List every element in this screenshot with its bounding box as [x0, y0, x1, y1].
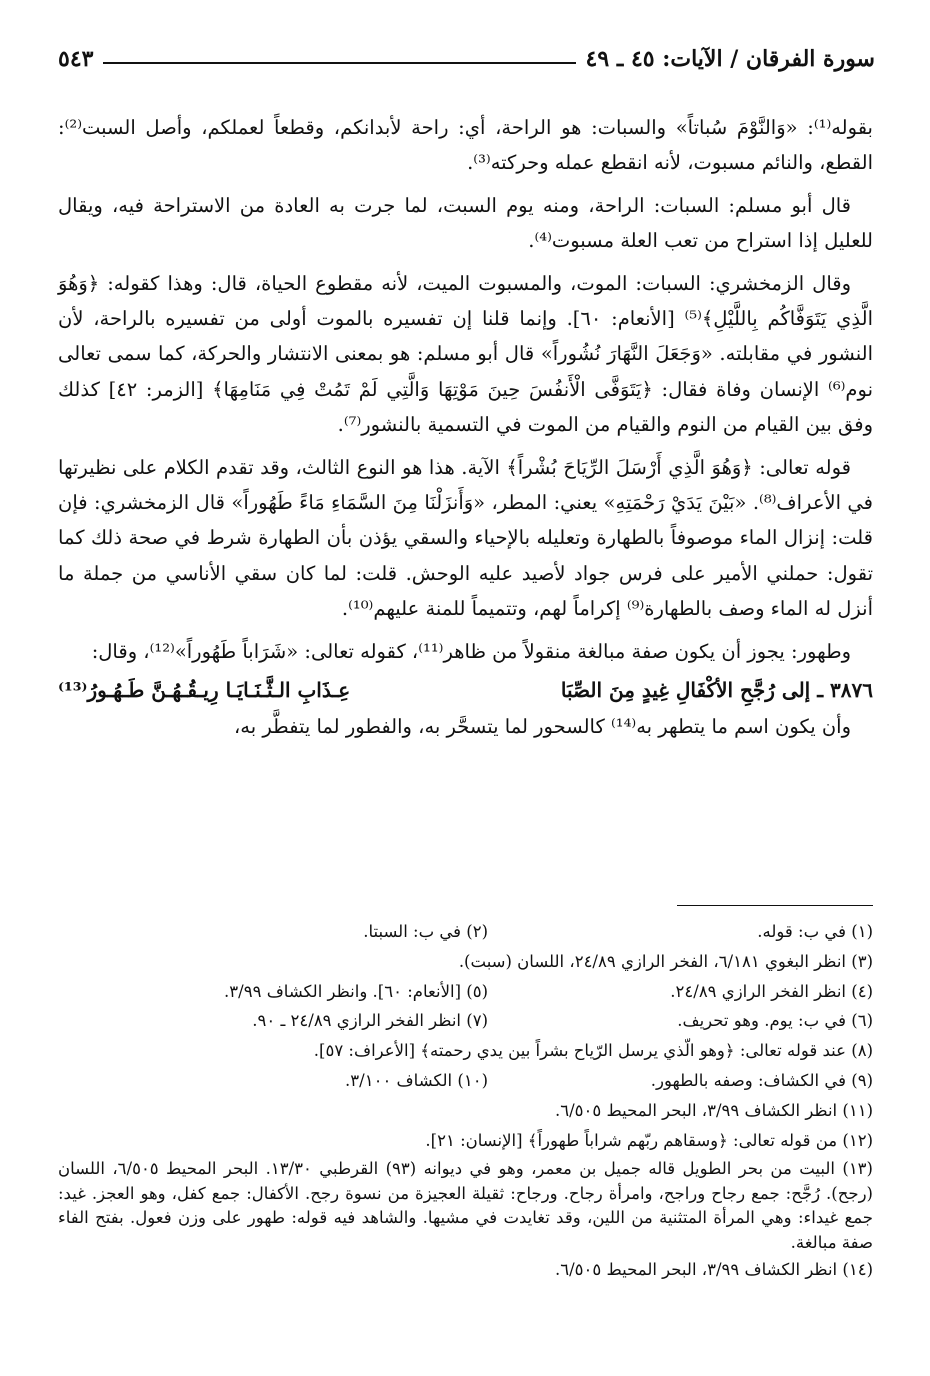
paragraph-text: وطهور: يجوز أن يكون صفة مبالغة منقولاً من ظاهر⁽¹¹⁾، كقوله تعالى: «شَرَاباً طَهُوراً»⁽¹²⁾، وقال:: [91, 639, 851, 663]
footnote-13-text: (١٣) البيت من بحر الطويل قاله جميل بن معمر، وهو في ديوانه (٩٣) القرطبي ١٣/٣٠. البحر المحيط ٦/٥٠٥، اللسان (رجح). رُجَّح: جمع رجاح وراجح، وامرأة رجاح. ورجاح: ثقيلة العجيزة من نسوة رجح. الأكفال: جمع كفل، وهو العجز. غيد: جمع غيداء: وهي المرأة المتثنية من اللين، وقد تغايدت في مشيها. والشاهد فيه قوله: طهور على وزن فعول. بفتح الفاء صفة مبالغة.: [58, 1159, 873, 1252]
verse-first-hemistich: ٣٨٧٦ ـ إلى رُجَّحِ الأكْفَالِ غِيدٍ مِنَ الصِّبَا: [560, 678, 873, 703]
poetry-verse: [58, 671, 873, 709]
paragraph-6: [58, 709, 873, 744]
footnote-2: (٢) في ب: السبتا.: [363, 922, 488, 941]
footnote-3: (٣) انظر البغوي ٦/١٨١، الفخر الرازي ٢٤/٨٩، اللسان (سبت).: [458, 951, 873, 971]
footnote-8: (٨) عند قوله تعالى: ﴿وهو الّذي يرسل الرّياح بشراً بين يدي رحمته﴾ [الأعراف: ٥٧].: [313, 1041, 873, 1061]
footnote-1: (١) في ب: قوله.: [757, 922, 873, 941]
page-number: ٥٤٣: [58, 46, 94, 72]
paragraph-text: وأن يكون اسم ما يتطهر به⁽¹⁴⁾ كالسحور لما يتسحَّر به، والفطور لما يتفطَّر به،: [233, 715, 851, 739]
footnote-7: (٧) انظر الفخر الرازي ٢٤/٨٩ ـ ٩٠.: [252, 1011, 488, 1031]
footnote-5: (٥) [الأنعام: ٦٠]. وانظر الكشاف ٣/٩٩.: [224, 981, 488, 1001]
footnote-row: [58, 917, 873, 947]
paragraph-3: [58, 266, 873, 443]
paragraph-text: وقال الزمخشري: السبات: الموت، والمسبوت الميت، لأنه مقطوع الحياة، قال: وهذا كقوله: ﴿وَهُوَ الَّذِي يَتَوَفَّاكُم بِاللَّيْلِ﴾⁽⁵⁾ [الأنعام: ٦٠]. وإنما قلنا إن تفسيره بالموت أولى من تفسيره بالراحة، لأن النشور في مقابلته. «وَجَعَلَ النَّهَارَ نُشُوراً» قال أبو مسلم: هو بمعنى الانتشار والحركة، كما سمى تعالى نوم⁽⁶⁾ الإنسان وفاة فقال: ﴿يَتَوَفَّى الْأَنفُسَ حِينَ مَوْتِهَا وَالَّتِي لَمْ تَمُتْ فِي مَنَامِهَا﴾ [الزمر: ٤٢] كذلك وفق بين القيام من النوم والقيام من الموت في التسمية بالنشور⁽⁷⁾.: [58, 271, 874, 437]
paragraph-4: [58, 450, 873, 627]
page-header: [58, 36, 875, 72]
footnote-row: [58, 977, 873, 1007]
footnotes: [58, 917, 873, 1285]
footnote-13: [58, 1157, 873, 1255]
footnote-row: [58, 1006, 873, 1036]
footnote-separator: [677, 905, 873, 906]
header-rule: [103, 62, 575, 64]
footnote-row: [58, 1066, 873, 1096]
paragraph-text: قوله تعالى: ﴿وَهُوَ الَّذِي أَرْسَلَ الرِّيَاحَ بُشْراً﴾ الآية. هذا هو النوع الثالث، وقد تقدم الكلام على نظيرتها في الأعراف⁽⁸⁾. «بَيْنَ يَدَيْ رَحْمَتِهِ» يعني: المطر، «وَأَنزَلْنَا مِنَ السَّمَاءِ مَاءً طَهُوراً» قال الزمخشري: فإن قلت: إنزال الماء موصوفاً بالطهارة وتعليله بالإحياء والسقي يؤذن بأن الطهارة شرط في صحة ذلك كما تقول: حملني الأمير على فرس جواد لأصيد عليه الوحش. قلت: لما كان سقي الأناسي من جملة ما أنزل له الماء وصف بالطهارة⁽⁹⁾ إكراماً لهم، وتتميماً للمنة عليهم⁽¹⁰⁾.: [58, 455, 873, 621]
paragraph-1: [58, 110, 873, 181]
footnote-6: (٦) في ب: يوم. وهو تحريف.: [677, 1011, 873, 1031]
paragraph-2: [58, 188, 873, 259]
footnote-4: (٤) انظر الفخر الرازي ٢٤/٨٩.: [670, 981, 873, 1001]
footnote-11: (١١) انظر الكشاف ٣/٩٩، البحر المحيط ٦/٥٠٥.: [554, 1100, 873, 1120]
footnote-9: (٩) في الكشاف: وصفه بالطهور.: [650, 1070, 873, 1090]
running-title: سورة الفرقان / الآيات: ٤٥ ـ ٤٩: [585, 46, 875, 72]
footnote-12: (١٢) من قوله تعالى: ﴿وسقاهم ربّهم شراباً طهوراً﴾ [الإنسان: ٢١].: [425, 1130, 873, 1150]
paragraph-text: بقوله⁽¹⁾: «وَالنَّوْمَ سُباتاً» والسبات: هو الراحة، أي: راحة لأبدانكم، وقطعاً لعملكم، وأصل السبت⁽²⁾: القطع، والنائم مسبوت، لأنه انقطع عمله وحركته⁽³⁾.: [58, 116, 873, 175]
paragraph-5: [58, 634, 873, 669]
verse-second-hemistich: عِـذَابِ الـثَّـنَـايَـا رِيـقُـهُـنَّ طَـهُـورُ⁽¹³⁾: [58, 678, 351, 703]
footnote-14: (١٤) انظر الكشاف ٣/٩٩، البحر المحيط ٦/٥٠٥.: [554, 1260, 873, 1280]
paragraph-text: قال أبو مسلم: السبات: الراحة، ومنه يوم السبت، لما جرت به العادة من الاستراحة فيه، ويقال للعليل إذا استراح من تعب العلة مسبوت⁽⁴⁾.: [58, 193, 873, 253]
footnote-10: (١٠) الكشاف ٣/١٠٠.: [345, 1070, 488, 1090]
main-text: [58, 110, 873, 745]
